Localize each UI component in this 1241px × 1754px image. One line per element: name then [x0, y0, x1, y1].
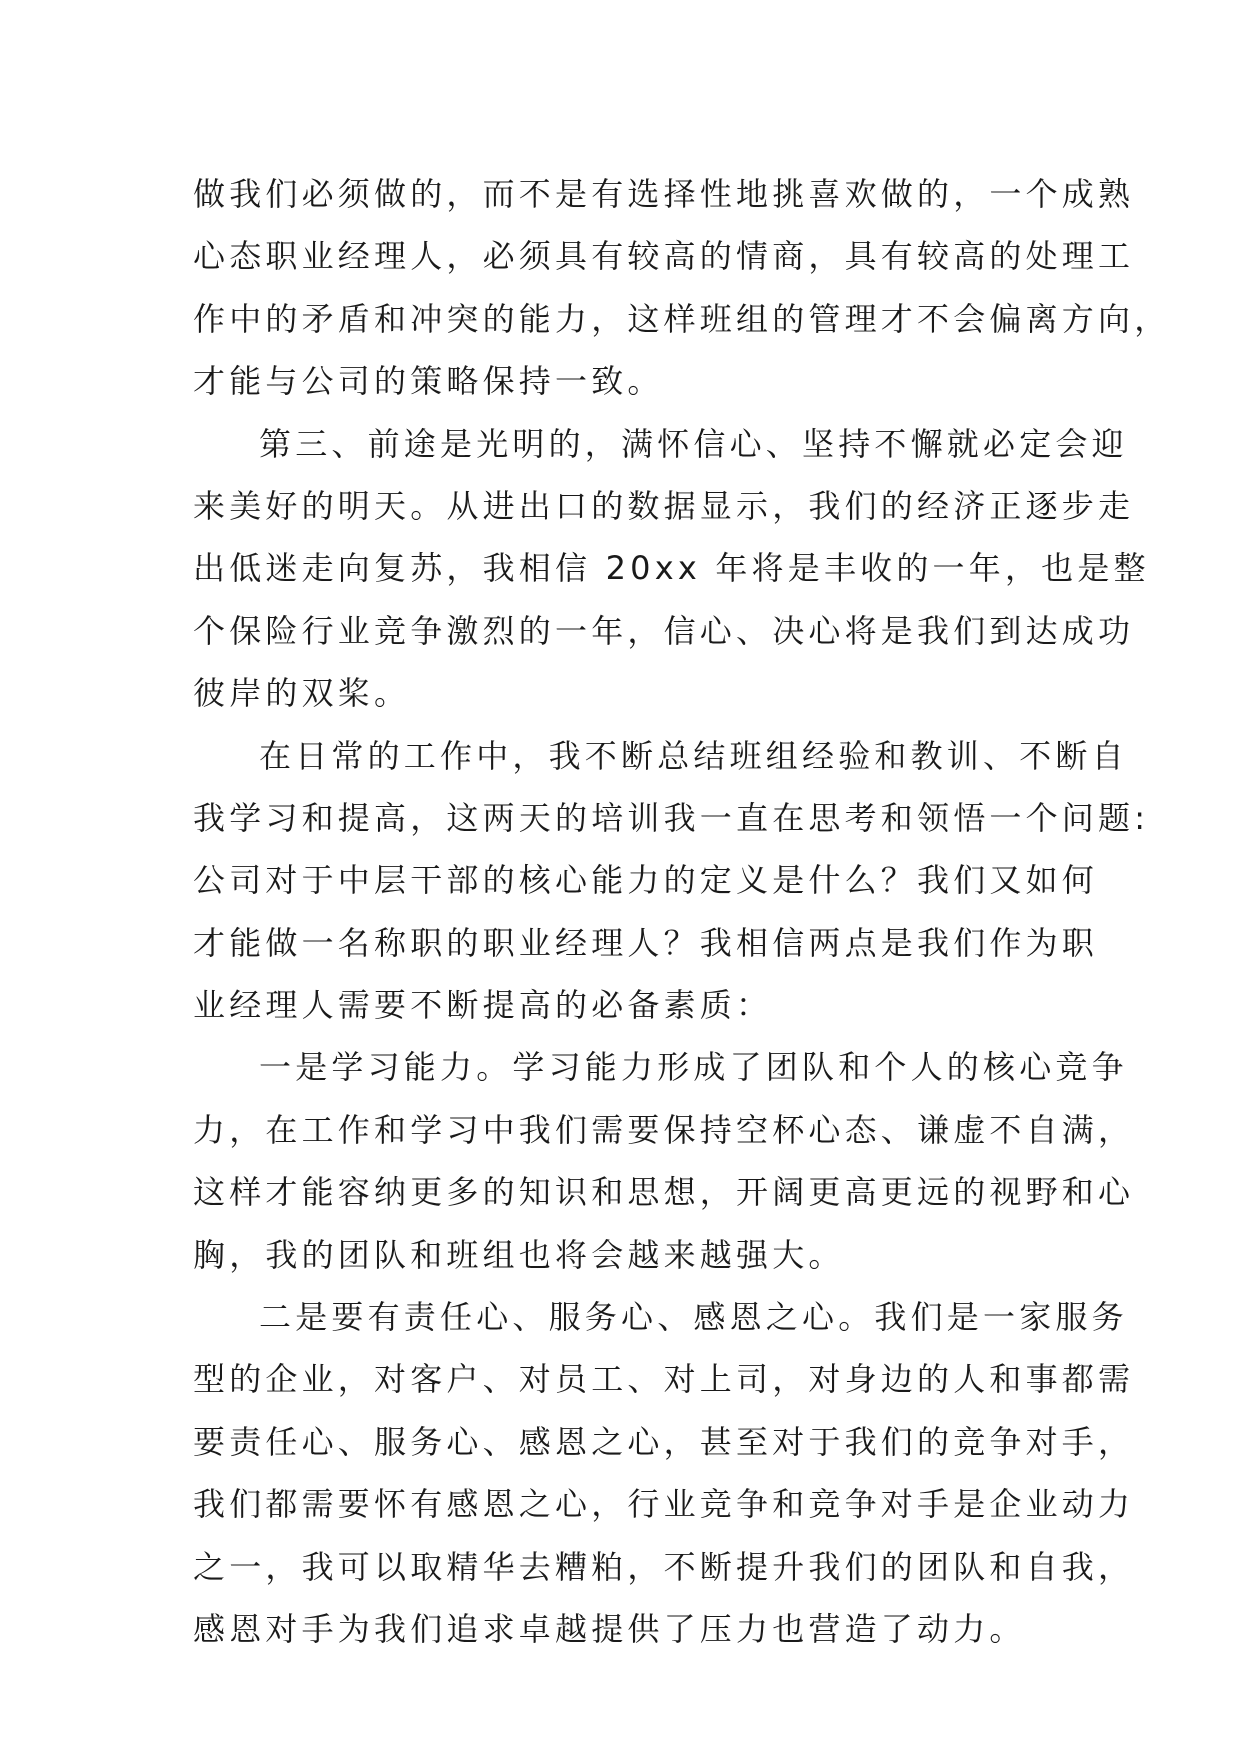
- text-line: 我学习和提高，这两天的培训我一直在思考和领悟一个问题:: [193, 798, 1150, 837]
- text-line: 要责任心、服务心、感恩之心，甚至对于我们的竞争对手，: [193, 1422, 1135, 1461]
- text-line: 我们都需要怀有感恩之心，行业竞争和竞争对手是企业动力: [193, 1485, 1135, 1524]
- text-line: 公司对于中层干部的核心能力的定义是什么？我们又如何: [193, 861, 1099, 900]
- text-line: 才能与公司的策略保持一致。: [193, 362, 664, 401]
- text-line: 这样才能容纳更多的知识和思想，开阔更高更远的视野和心: [193, 1173, 1135, 1212]
- paragraph-first-line: 二是要有责任心、服务心、感恩之心。我们是一家服务: [259, 1298, 1128, 1337]
- text-line: 力，在工作和学习中我们需要保持空杯心态、谦虚不自满，: [193, 1110, 1135, 1149]
- paragraph-first-line: 一是学习能力。学习能力形成了团队和个人的核心竞争: [259, 1048, 1128, 1087]
- text-line: 彼岸的双桨。: [193, 674, 411, 713]
- text-line: 作中的矛盾和冲突的能力，这样班组的管理才不会偏离方向，: [193, 299, 1171, 338]
- paragraph-first-line: 第三、前途是光明的，满怀信心、坚持不懈就必定会迎: [259, 424, 1128, 463]
- document-body: [193, 163, 1171, 1660]
- text-line: 来美好的明天。从进出口的数据显示，我们的经济正逐步走: [193, 486, 1135, 525]
- text-line: 才能做一名称职的职业经理人？我相信两点是我们作为职: [193, 923, 1099, 962]
- paragraph-first-line: 在日常的工作中，我不断总结班组经验和教训、不断自: [259, 736, 1128, 775]
- text-line: 出低迷走向复苏，我相信 20xx 年将是丰收的一年，也是整: [193, 549, 1150, 588]
- text-line: 胸，我的团队和班组也将会越来越强大。: [193, 1235, 845, 1274]
- text-line: 个保险行业竞争激烈的一年，信心、决心将是我们到达成功: [193, 611, 1135, 650]
- text-line: 做我们必须做的，而不是有选择性地挑喜欢做的，一个成熟: [193, 175, 1135, 213]
- text-line: 感恩对手为我们追求卓越提供了压力也营造了动力。: [193, 1609, 1026, 1648]
- text-line: 之一，我可以取精华去糟粕，不断提升我们的团队和自我，: [193, 1547, 1135, 1586]
- text-line: 业经理人需要不断提高的必备素质：: [193, 986, 773, 1025]
- text-line: 型的企业，对客户、对员工、对上司，对身边的人和事都需: [193, 1360, 1135, 1399]
- text-line: 心态职业经理人，必须具有较高的情商，具有较高的处理工: [193, 237, 1135, 276]
